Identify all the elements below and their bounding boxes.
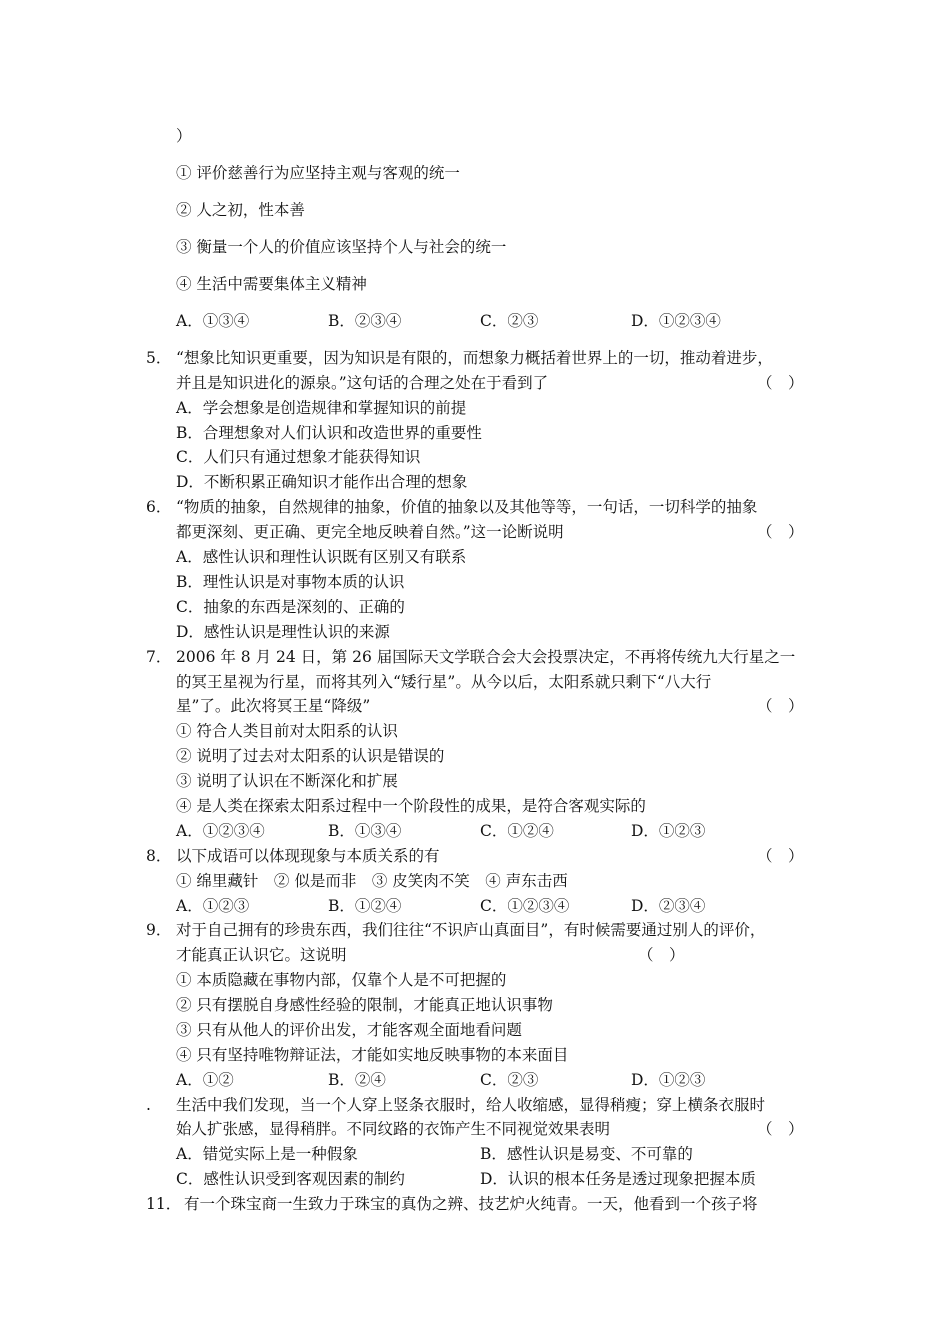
q5-option-b: B．合理想象对人们认识和改造世界的重要性 xyxy=(176,424,482,442)
q4-close-paren: ） xyxy=(176,127,192,145)
q5-option-c: C．人们只有通过想象才能获得知识 xyxy=(176,448,421,466)
q6-stem-line-2: 都更深刻、更正确、更完全地反映着自然。”这一论断说明 xyxy=(176,523,564,541)
q8-answer-paren: （ ） xyxy=(757,847,804,865)
q7-option-d: D．①②③ xyxy=(631,822,706,840)
q7-item-4: ④ 是人类在探索太阳系过程中一个阶段性的成果，是符合客观实际的 xyxy=(176,797,646,815)
q5-option-a: A．学会想象是创造规律和掌握知识的前提 xyxy=(176,399,467,417)
q8-option-a: A．①②③ xyxy=(176,897,250,915)
q7-stem-line-1: 2006 年 8 月 24 日，第 26 届国际天文学联合会大会投票决定，不再将传统九大行星之一 xyxy=(176,648,796,666)
q9-item-2: ② 只有摆脱自身感性经验的限制，才能真正地认识事物 xyxy=(176,996,553,1014)
q8-stem-line-1: 以下成语可以体现现象与本质关系的有 xyxy=(176,847,440,865)
q9-option-b: B．②④ xyxy=(328,1071,386,1089)
q5-stem-line-1: “想象比知识更重要，因为知识是有限的，而想象力概括着世界上的一切，推动着进步， xyxy=(176,349,773,367)
q10-answer-paren: （ ） xyxy=(757,1120,804,1138)
q4-option-b: B．②③④ xyxy=(328,312,402,330)
q8-option-c: C．①②③④ xyxy=(480,897,570,915)
q4-item-1: ① 评价慈善行为应坚持主观与客观的统一 xyxy=(176,164,460,182)
q6-answer-paren: （ ） xyxy=(757,523,804,541)
q9-option-a: A．①② xyxy=(176,1071,234,1089)
q5-option-d: D．不断积累正确知识才能作出合理的想象 xyxy=(176,473,468,491)
q9-answer-paren: （ ） xyxy=(638,946,685,964)
q9-stem-line-2: 才能真正认识它。这说明 xyxy=(176,946,347,964)
q7-option-b: B．①③④ xyxy=(328,822,402,840)
q8-number: 8． xyxy=(146,847,172,865)
q7-stem-line-3: 星”了。此次将冥王星“降级” xyxy=(176,697,371,715)
q6-option-d: D．感性认识是理性认识的来源 xyxy=(176,623,390,641)
q5-number: 5． xyxy=(146,349,172,367)
q6-option-a: A．感性认识和理性认识既有区别又有联系 xyxy=(176,548,467,566)
q6-number: 6． xyxy=(146,498,172,516)
q5-answer-paren: （ ） xyxy=(757,374,804,392)
q4-item-2: ② 人之初，性本善 xyxy=(176,201,305,219)
q9-option-d: D．①②③ xyxy=(631,1071,706,1089)
q10-option-d: D．认识的根本任务是透过现象把握本质 xyxy=(480,1170,756,1188)
q9-stem-line-1: 对于自己拥有的珍贵东西，我们往往“不识庐山真面目”，有时候需要通过别人的评价， xyxy=(176,921,766,939)
q8-option-d: D．②③④ xyxy=(631,897,706,915)
q7-number: 7． xyxy=(146,648,172,666)
q6-option-b: B．理性认识是对事物本质的认识 xyxy=(176,573,405,591)
q11-stem-line-1: 有一个珠宝商一生致力于珠宝的真伪之辨、技艺炉火纯青。一天，他看到一个孩子将 xyxy=(184,1195,758,1213)
q9-item-3: ③ 只有从他人的评价出发，才能客观全面地看问题 xyxy=(176,1021,522,1039)
q4-option-a: A．①③④ xyxy=(176,312,250,330)
q11-number: 11． xyxy=(146,1195,182,1213)
q7-item-3: ③ 说明了认识在不断深化和扩展 xyxy=(176,772,398,790)
q6-stem-line-1: “物质的抽象，自然规律的抽象，价值的抽象以及其他等等，一句话，一切科学的抽象 xyxy=(176,498,758,516)
q10-stem-line-1: 生活中我们发现，当一个人穿上竖条衣服时，给人收缩感，显得稍瘦；穿上横条衣服时 xyxy=(176,1096,766,1114)
q6-option-c: C．抽象的东西是深刻的、正确的 xyxy=(176,598,405,616)
q4-option-d: D．①②③④ xyxy=(631,312,721,330)
q7-option-c: C．①②④ xyxy=(480,822,554,840)
q10-stem-line-2: 始人扩张感，显得稍胖。不同纹路的衣饰产生不同视觉效果表明 xyxy=(176,1120,611,1138)
q10-option-b: B．感性认识是易变、不可靠的 xyxy=(480,1145,693,1163)
q7-answer-paren: （ ） xyxy=(757,697,804,715)
q10-number: . xyxy=(146,1096,151,1114)
q7-option-a: A．①②③④ xyxy=(176,822,265,840)
q10-option-c: C．感性认识受到客观因素的制约 xyxy=(176,1170,405,1188)
q9-option-c: C．②③ xyxy=(480,1071,539,1089)
q8-option-b: B．①②④ xyxy=(328,897,402,915)
q7-stem-line-2: 的冥王星视为行星，而将其列入“矮行星”。从今以后，太阳系就只剩下“八大行 xyxy=(176,673,712,691)
q4-item-4: ④ 生活中需要集体主义精神 xyxy=(176,275,367,293)
q10-option-a: A．错觉实际上是一种假象 xyxy=(176,1145,358,1163)
q7-item-1: ① 符合人类目前对太阳系的认识 xyxy=(176,722,398,740)
q8-items: ① 绵里藏针 ② 似是而非 ③ 皮笑肉不笑 ④ 声东击西 xyxy=(176,872,568,890)
q4-item-3: ③ 衡量一个人的价值应该坚持个人与社会的统一 xyxy=(176,238,507,256)
q7-item-2: ② 说明了过去对太阳系的认识是错误的 xyxy=(176,747,445,765)
q5-stem-line-2: 并且是知识进化的源泉。”这句话的合理之处在于看到了 xyxy=(176,374,549,392)
q9-number: 9． xyxy=(146,921,172,939)
q9-item-4: ④ 只有坚持唯物辩证法，才能如实地反映事物的本来面目 xyxy=(176,1046,569,1064)
q9-item-1: ① 本质隐藏在事物内部，仅靠个人是不可把握的 xyxy=(176,971,507,989)
q4-option-c: C．②③ xyxy=(480,312,539,330)
